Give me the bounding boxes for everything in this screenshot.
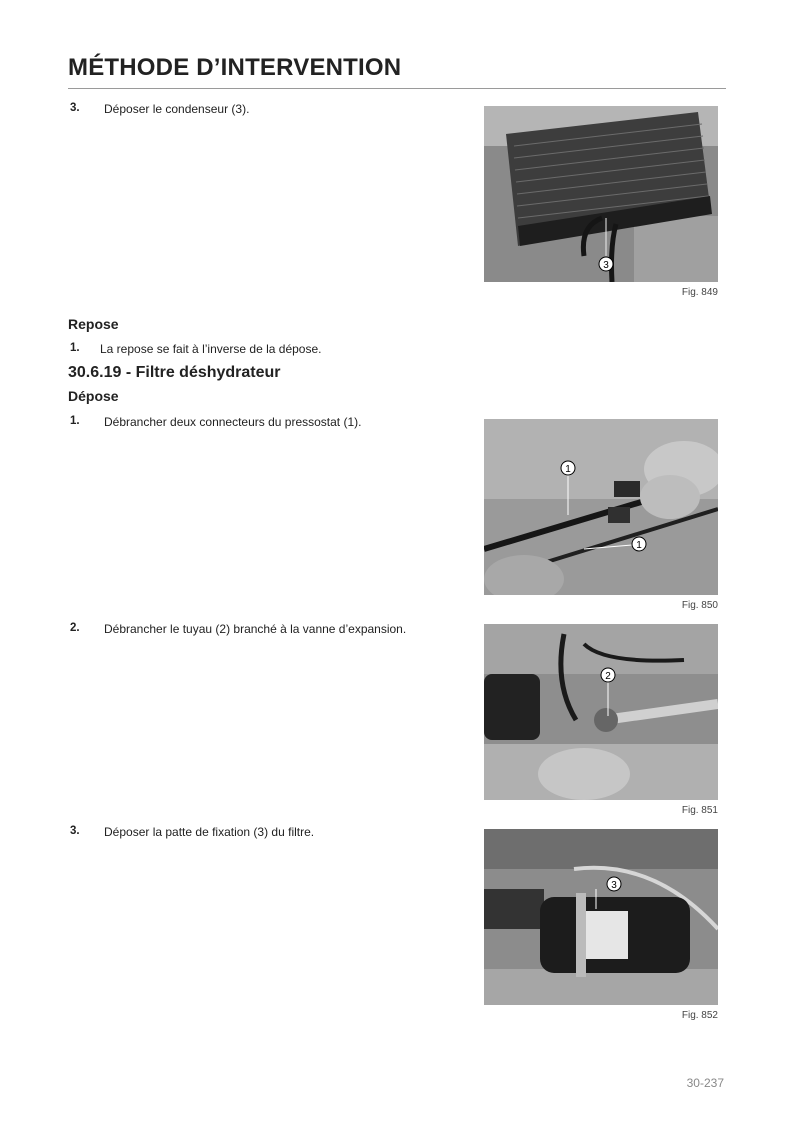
- step-number: 1.: [70, 342, 80, 354]
- condenser-photo: [484, 106, 718, 282]
- step-number: 2.: [70, 622, 80, 634]
- step-number: 3.: [70, 825, 80, 837]
- expansion-valve-photo: [484, 624, 718, 800]
- step-number: 3.: [70, 102, 80, 114]
- section-heading: 30.6.19 - Filtre déshydrateur: [68, 364, 281, 381]
- filter-bracket-photo: [484, 829, 718, 1005]
- figure-850-photo: [484, 419, 718, 595]
- page-title: MÉTHODE D’INTERVENTION: [68, 54, 402, 81]
- figure-851-photo: [484, 624, 718, 800]
- figure-caption: Fig. 852: [681, 1010, 718, 1021]
- repose-heading: Repose: [68, 316, 119, 332]
- pressure-switch-photo: [484, 419, 718, 595]
- callout-label: 3: [603, 260, 609, 271]
- figure-caption: Fig. 850: [681, 600, 718, 611]
- figure-849-photo: [484, 106, 718, 282]
- step-number: 1.: [70, 415, 80, 427]
- step-text: Débrancher le tuyau (2) branché à la vanne d’expansion.: [104, 622, 407, 636]
- figure-caption: Fig. 849: [681, 287, 718, 298]
- callout-label: 1: [636, 540, 642, 551]
- step-text: Déposer le condenseur (3).: [104, 102, 250, 116]
- step-text: Débrancher deux connecteurs du pressostat (1).: [104, 415, 362, 429]
- callout-label: 3: [611, 880, 617, 891]
- step-text: La repose se fait à l’inverse de la dépose.: [100, 342, 322, 356]
- figure-caption: Fig. 851: [681, 805, 718, 816]
- callout-label: 1: [565, 464, 571, 475]
- step-text: Déposer la patte de fixation (3) du filtre.: [104, 825, 315, 839]
- callout-label: 2: [605, 671, 611, 682]
- page-number: 30-237: [686, 1076, 724, 1090]
- figure-852-photo: [484, 829, 718, 1005]
- title-divider: [68, 88, 726, 89]
- depose-heading: Dépose: [68, 388, 119, 404]
